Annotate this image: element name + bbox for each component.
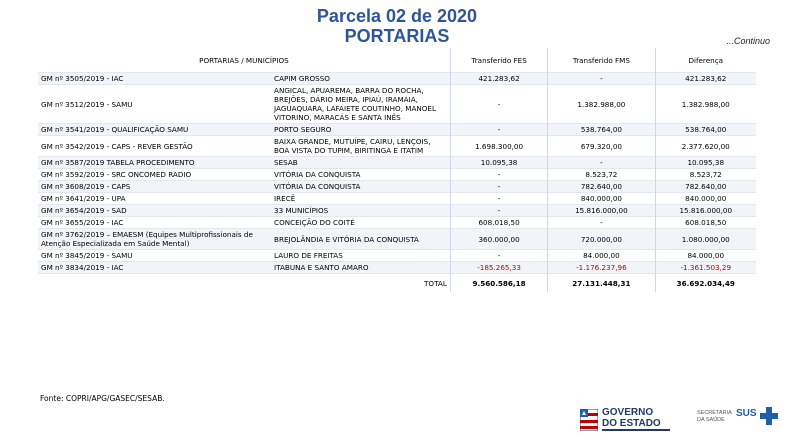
fms-cell: 15.816.000,00 — [548, 205, 655, 217]
fes-cell: - — [450, 205, 547, 217]
title-line-2: PORTARIAS — [344, 26, 450, 46]
municipio-cell: VITÓRIA DA CONQUISTA — [271, 181, 450, 193]
diferenca-cell: 608.018,50 — [655, 217, 756, 229]
fes-cell: 608.018,50 — [450, 217, 547, 229]
fes-cell: - — [450, 181, 547, 193]
diferenca-cell: 840.000,00 — [655, 193, 756, 205]
fms-cell: 8.523,72 — [548, 169, 655, 181]
portaria-cell: GM nº 3834/2019 - IAC — [38, 262, 271, 274]
total-fes: 9.560.586,18 — [450, 274, 547, 293]
bahia-flag-icon — [580, 409, 598, 431]
fes-cell: 360.000,00 — [450, 229, 547, 250]
municipio-cell: ANGICAL, APUAREMA, BARRA DO ROCHA, BREJÕES, DÁRIO MEIRA, IPIAÚ, IRAMAIA, JAGUAQUARA, LAFAIETE COUTINHO, MANOEL VITORINO, MARACÁS E SANTA INÊS — [271, 85, 450, 124]
fes-cell: - — [450, 85, 547, 124]
title-line-1: Parcela 02 de 2020 — [316, 6, 478, 26]
table-row — [38, 205, 756, 217]
fms-cell: 840.000,00 — [548, 193, 655, 205]
fms-cell: -1.176.237,96 — [548, 262, 655, 274]
table-row — [38, 217, 756, 229]
portaria-cell: GM nº 3592/2019 - SRC ONCOMED RADIO — [38, 169, 271, 181]
fms-cell: - — [548, 157, 655, 169]
table-row — [38, 136, 756, 157]
municipio-cell: ITABUNA E SANTO AMARO — [271, 262, 450, 274]
fes-cell: 1.698.300,00 — [450, 136, 547, 157]
continuation-note: ...Continuo — [726, 36, 770, 46]
governo-logo — [580, 407, 690, 433]
sus-cross-icon — [758, 405, 780, 427]
source-note: Fonte: COPRI/APG/GASEC/SESAB. — [40, 394, 165, 403]
municipio-cell: 33 MUNICÍPIOS — [271, 205, 450, 217]
table-row — [38, 157, 756, 169]
portaria-cell: GM nº 3762/2019 – EMAESM (Equipes Multiprofissionais de Atenção Especializada em Saúde Mental) — [38, 229, 271, 250]
municipio-cell: IRECÊ — [271, 193, 450, 205]
portarias-table — [38, 48, 756, 292]
header-portarias-municipios: PORTARIAS / MUNICÍPIOS — [38, 48, 450, 73]
diferenca-cell: -1.361.503,29 — [655, 262, 756, 274]
municipio-cell: VITÓRIA DA CONQUISTA — [271, 169, 450, 181]
diferenca-cell: 2.377.620,00 — [655, 136, 756, 157]
fes-cell: - — [450, 193, 547, 205]
portaria-cell: GM nº 3541/2019 - QUALIFICAÇÃO SAMU — [38, 124, 271, 136]
table-row — [38, 124, 756, 136]
portaria-cell: GM nº 3654/2019 - SAD — [38, 205, 271, 217]
total-diferenca: 36.692.034,49 — [655, 274, 756, 293]
gov-logo-line-1: GOVERNO — [602, 407, 654, 418]
diferenca-cell: 10.095,38 — [655, 157, 756, 169]
fms-cell: - — [548, 217, 655, 229]
fes-cell: - — [450, 250, 547, 262]
fms-cell: 782.640,00 — [548, 181, 655, 193]
portaria-cell: GM nº 3845/2019 - SAMU — [38, 250, 271, 262]
municipio-cell: LAURO DE FREITAS — [271, 250, 450, 262]
governo-logo-text — [602, 407, 661, 429]
portaria-cell: GM nº 3512/2019 - SAMU — [38, 85, 271, 124]
table-row — [38, 193, 756, 205]
page-title — [0, 6, 794, 46]
fms-cell: 679.320,00 — [548, 136, 655, 157]
diferenca-cell: 15.816.000,00 — [655, 205, 756, 217]
fms-cell: 720.000,00 — [548, 229, 655, 250]
fms-cell: 84.000,00 — [548, 250, 655, 262]
diferenca-cell: 84.000,00 — [655, 250, 756, 262]
municipio-cell: BREJOLÂNDIA E VITÓRIA DA CONQUISTA — [271, 229, 450, 250]
fms-cell: - — [548, 73, 655, 85]
table-body — [38, 73, 756, 293]
diferenca-cell: 1.080.000,00 — [655, 229, 756, 250]
total-fms: 27.131.448,31 — [548, 274, 655, 293]
fes-cell: 10.095,38 — [450, 157, 547, 169]
gov-logo-line-2: DO ESTADO — [602, 418, 661, 429]
fes-cell: - — [450, 169, 547, 181]
municipio-cell: CAPIM GROSSO — [271, 73, 450, 85]
municipio-cell: BAIXA GRANDE, MUTUÍPE, CAIRU, LENÇOIS, BOA VISTA DO TUPIM, BIRITINGA E ITATIM — [271, 136, 450, 157]
table-row — [38, 85, 756, 124]
fes-cell: - — [450, 124, 547, 136]
portaria-cell: GM nº 3655/2019 - IAC — [38, 217, 271, 229]
diferenca-cell: 8.523,72 — [655, 169, 756, 181]
municipio-cell: SESAB — [271, 157, 450, 169]
portaria-cell: GM nº 3505/2019 - IAC — [38, 73, 271, 85]
portaria-cell: GM nº 3641/2019 - UPA — [38, 193, 271, 205]
table-row — [38, 250, 756, 262]
fms-cell: 538.764,00 — [548, 124, 655, 136]
sus-label: SUS — [736, 408, 757, 419]
header-transferido-fes: Transferido FES — [450, 48, 547, 73]
municipio-cell: PORTO SEGURO — [271, 124, 450, 136]
table-row — [38, 181, 756, 193]
header-diferenca: Diferença — [655, 48, 756, 73]
municipio-cell: CONCEIÇÃO DO COITÉ — [271, 217, 450, 229]
portaria-cell: GM nº 3587/2019 TABELA PROCEDIMENTO — [38, 157, 271, 169]
portaria-cell: GM nº 3542/2019 - CAPS - REVER GESTÃO — [38, 136, 271, 157]
table-row — [38, 229, 756, 250]
total-row — [38, 274, 756, 293]
portaria-cell: GM nº 3608/2019 - CAPS — [38, 181, 271, 193]
secretaria-label: SECRETARIA DA SAÚDE — [697, 410, 732, 423]
fes-cell: -185.265,33 — [450, 262, 547, 274]
diferenca-cell: 538.764,00 — [655, 124, 756, 136]
logo-underline — [602, 429, 670, 431]
table-header-row — [38, 48, 756, 73]
diferenca-cell: 1.382.988,00 — [655, 85, 756, 124]
table-row — [38, 73, 756, 85]
diferenca-cell: 782.640,00 — [655, 181, 756, 193]
fes-cell: 421.283,62 — [450, 73, 547, 85]
fms-cell: 1.382.988,00 — [548, 85, 655, 124]
diferenca-cell: 421.283,62 — [655, 73, 756, 85]
total-label: TOTAL — [38, 274, 450, 293]
header-transferido-fms: Transferido FMS — [548, 48, 655, 73]
table-row — [38, 262, 756, 274]
table-row — [38, 169, 756, 181]
